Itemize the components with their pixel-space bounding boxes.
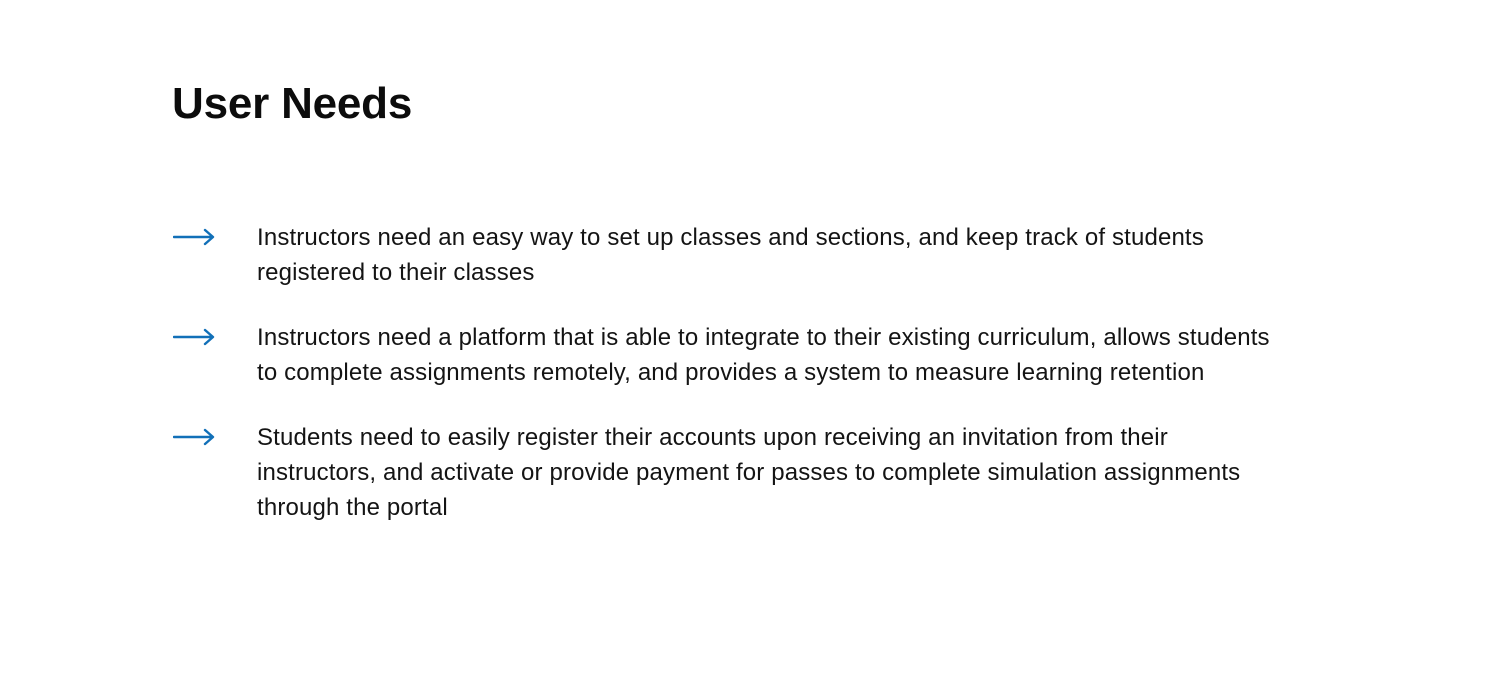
- user-needs-list: [172, 220, 1312, 525]
- user-need-text: Instructors need a platform that is able to integrate to their existing curriculum, allows students to complete assignments remotely, and provides a system to measure learning retention: [257, 324, 1270, 386]
- list-item: [172, 220, 1312, 290]
- user-need-text: Students need to easily register their accounts upon receiving an invitation from their instructors, and activate or provide payment for passes to complete simulation assignments through the portal: [257, 424, 1241, 521]
- user-need-text: Instructors need an easy way to set up classes and sections, and keep track of students registered to their classes: [257, 224, 1204, 286]
- list-item: [172, 320, 1312, 390]
- list-item: [172, 420, 1312, 525]
- page-title: User Needs: [172, 79, 413, 128]
